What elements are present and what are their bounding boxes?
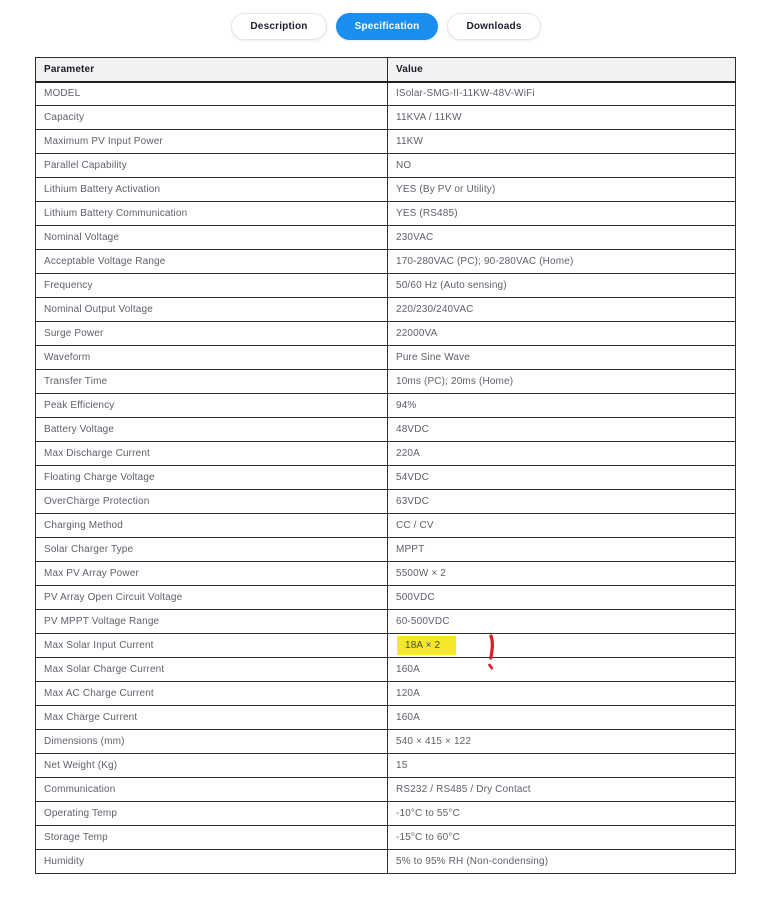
value-cell: 120A <box>388 682 736 706</box>
table-row <box>36 418 736 442</box>
parameter-cell: Max Discharge Current <box>36 442 388 466</box>
table-row <box>36 370 736 394</box>
parameter-cell: Capacity <box>36 106 388 130</box>
parameter-cell: Nominal Output Voltage <box>36 298 388 322</box>
tab-downloads[interactable]: Downloads <box>447 13 540 40</box>
parameter-cell: Acceptable Voltage Range <box>36 250 388 274</box>
parameter-cell: Max Solar Charge Current <box>36 658 388 682</box>
table-row <box>36 178 736 202</box>
tab-specification[interactable]: Specification <box>336 13 439 40</box>
value-cell: NO <box>388 154 736 178</box>
value-cell: CC / CV <box>388 514 736 538</box>
value-cell: 500VDC <box>388 586 736 610</box>
highlighted-value: 18A × 2 <box>397 636 456 655</box>
value-cell: Pure Sine Wave <box>388 346 736 370</box>
parameter-cell: Lithium Battery Activation <box>36 178 388 202</box>
parameter-cell: Waveform <box>36 346 388 370</box>
parameter-cell: Charging Method <box>36 514 388 538</box>
table-row <box>36 802 736 826</box>
parameter-cell: Floating Charge Voltage <box>36 466 388 490</box>
table-row <box>36 250 736 274</box>
specification-table <box>35 57 736 874</box>
table-row <box>36 850 736 874</box>
value-cell: 540 × 415 × 122 <box>388 730 736 754</box>
table-row <box>36 586 736 610</box>
table-row <box>36 754 736 778</box>
parameter-cell: Surge Power <box>36 322 388 346</box>
table-row <box>36 610 736 634</box>
table-row <box>36 730 736 754</box>
value-cell: 10ms (PC); 20ms (Home) <box>388 370 736 394</box>
parameter-cell: MODEL <box>36 82 388 106</box>
value-cell: ISolar-SMG-II-11KW-48V-WiFi <box>388 82 736 106</box>
value-cell: 48VDC <box>388 418 736 442</box>
table-row <box>36 442 736 466</box>
table-row <box>36 106 736 130</box>
parameter-cell: Communication <box>36 778 388 802</box>
parameter-cell: Lithium Battery Communication <box>36 202 388 226</box>
table-row <box>36 634 736 658</box>
spec-table-body <box>36 82 736 874</box>
parameter-cell: Max Charge Current <box>36 706 388 730</box>
parameter-cell: Max PV Array Power <box>36 562 388 586</box>
value-cell: 54VDC <box>388 466 736 490</box>
value-cell: 15 <box>388 754 736 778</box>
parameter-cell: Solar Charger Type <box>36 538 388 562</box>
parameter-cell: Battery Voltage <box>36 418 388 442</box>
value-cell: YES (RS485) <box>388 202 736 226</box>
value-cell: YES (By PV or Utility) <box>388 178 736 202</box>
value-cell: 11KVA / 11KW <box>388 106 736 130</box>
table-row <box>36 130 736 154</box>
value-cell: 94% <box>388 394 736 418</box>
table-row <box>36 226 736 250</box>
value-cell: 160A <box>388 706 736 730</box>
value-cell: 170-280VAC (PC); 90-280VAC (Home) <box>388 250 736 274</box>
value-cell: 220A <box>388 442 736 466</box>
value-cell: 220/230/240VAC <box>388 298 736 322</box>
parameter-cell: Transfer Time <box>36 370 388 394</box>
table-row <box>36 706 736 730</box>
value-cell: 60-500VDC <box>388 610 736 634</box>
parameter-cell: Maximum PV Input Power <box>36 130 388 154</box>
table-row <box>36 538 736 562</box>
table-row <box>36 514 736 538</box>
value-cell: 160A <box>388 658 736 682</box>
value-cell: 50/60 Hz (Auto sensing) <box>388 274 736 298</box>
tab-description[interactable]: Description <box>231 13 326 40</box>
parameter-cell: PV MPPT Voltage Range <box>36 610 388 634</box>
table-header-row <box>36 58 736 82</box>
parameter-cell: Frequency <box>36 274 388 298</box>
specification-table-wrap <box>35 57 772 874</box>
table-row <box>36 274 736 298</box>
table-row <box>36 490 736 514</box>
parameter-cell: OverCharge Protection <box>36 490 388 514</box>
parameter-cell: Parallel Capability <box>36 154 388 178</box>
parameter-cell: Storage Temp <box>36 826 388 850</box>
value-cell: 230VAC <box>388 226 736 250</box>
product-tabs <box>0 0 772 40</box>
value-cell: 5% to 95% RH (Non-condensing) <box>388 850 736 874</box>
table-row <box>36 658 736 682</box>
value-cell: -15°C to 60°C <box>388 826 736 850</box>
parameter-cell: Operating Temp <box>36 802 388 826</box>
parameter-cell: Dimensions (mm) <box>36 730 388 754</box>
table-row <box>36 394 736 418</box>
parameter-cell: Max AC Charge Current <box>36 682 388 706</box>
value-cell <box>388 634 736 658</box>
table-row <box>36 562 736 586</box>
value-cell: 5500W × 2 <box>388 562 736 586</box>
table-row <box>36 82 736 106</box>
value-column-header: Value <box>388 58 736 82</box>
parameter-cell: PV Array Open Circuit Voltage <box>36 586 388 610</box>
table-row <box>36 466 736 490</box>
table-row <box>36 154 736 178</box>
parameter-cell: Peak Efficiency <box>36 394 388 418</box>
table-row <box>36 826 736 850</box>
table-row <box>36 682 736 706</box>
parameter-cell: Max Solar Input Current <box>36 634 388 658</box>
table-row <box>36 322 736 346</box>
value-cell: 22000VA <box>388 322 736 346</box>
value-cell: MPPT <box>388 538 736 562</box>
value-cell: 63VDC <box>388 490 736 514</box>
table-row <box>36 778 736 802</box>
table-row <box>36 298 736 322</box>
parameter-cell: Net Weight (Kg) <box>36 754 388 778</box>
value-cell: -10°C to 55°C <box>388 802 736 826</box>
parameter-column-header: Parameter <box>36 58 388 82</box>
value-cell: RS232 / RS485 / Dry Contact <box>388 778 736 802</box>
value-cell: 11KW <box>388 130 736 154</box>
table-row <box>36 202 736 226</box>
parameter-cell: Nominal Voltage <box>36 226 388 250</box>
table-row <box>36 346 736 370</box>
parameter-cell: Humidity <box>36 850 388 874</box>
